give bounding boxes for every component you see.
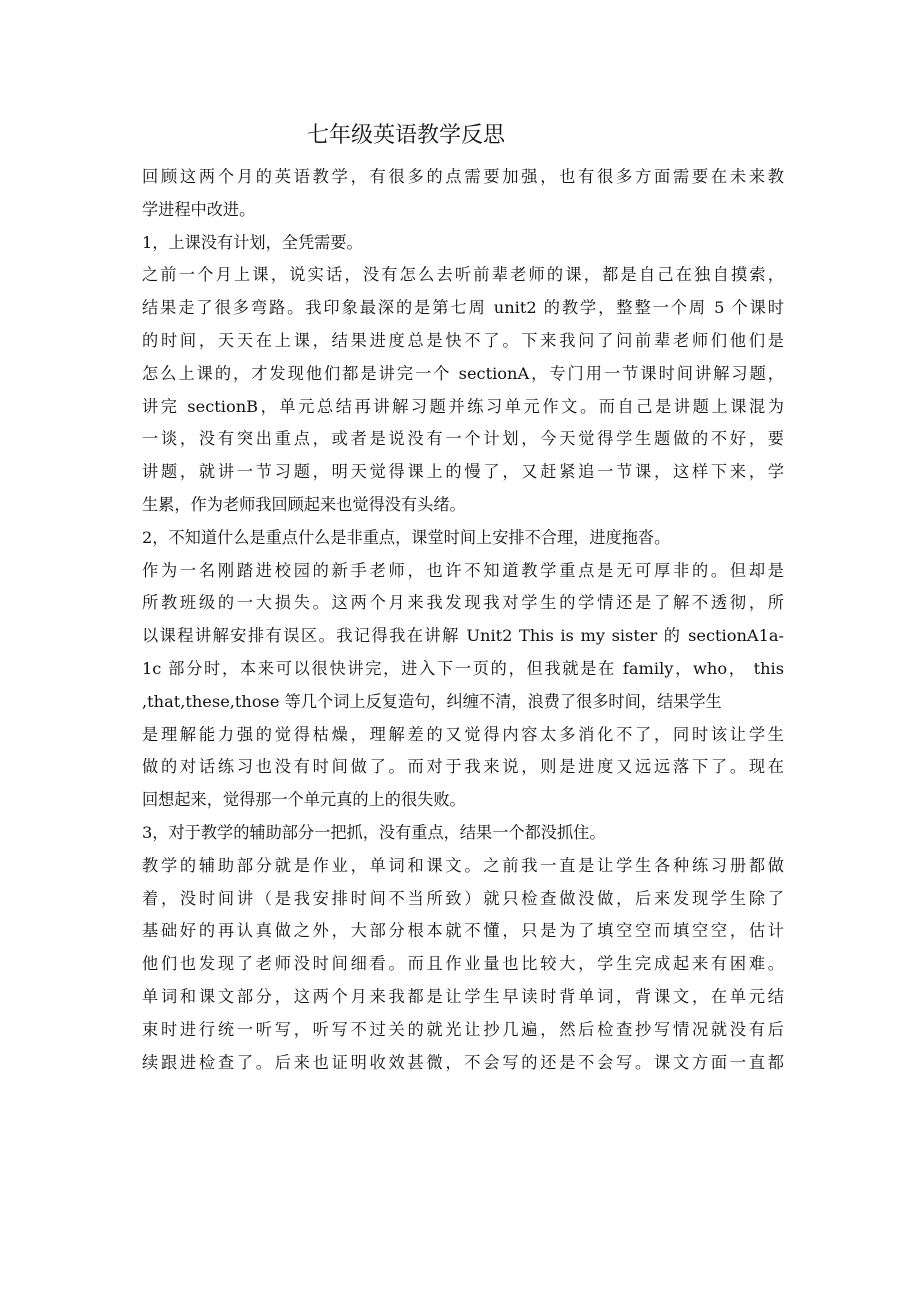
text-line: 之前一个月上课，说实话，没有怎么去听前辈老师的课，都是自己在独自摸索， — [142, 265, 784, 285]
text-line: 讲完 sectionB，单元总结再讲解习题并练习单元作文。而自己是讲题上课混为 — [142, 396, 784, 416]
text-line: 他们也发现了老师没时间细看。而且作业量也比较大，学生完成起来有困难。 — [142, 954, 784, 974]
text-line: 回顾这两个月的英语教学，有很多的点需要加强，也有很多方面需要在未来教 — [142, 167, 784, 186]
text-line: 基础好的再认真做之外，大部分根本就不懂，只是为了填空空而填空空，估计 — [142, 921, 784, 941]
text-line: 一谈，没有突出重点，或者是说没有一个计划，今天觉得学生题做的不好，要 — [142, 429, 784, 449]
text-line: ,that,these,those 等几个词上反复造句，纠缠不清，浪费了很多时间，结果学生 — [142, 691, 722, 711]
text-line: 以课程讲解安排有误区。我记得我在讲解 Unit2 This is my sister 的 sectionA1a- — [142, 626, 784, 646]
text-line: 教学的辅助部分就是作业，单词和课文。之前我一直是让学生各种练习册都做 — [142, 855, 784, 875]
text-line: 1，上课没有计划，全凭需要。 — [142, 232, 363, 252]
text-line: 作为一名刚踏进校园的新手老师，也许不知道教学重点是无可厚非的。但却是 — [142, 560, 784, 580]
text-line: 是理解能力强的觉得枯燥，理解差的又觉得内容太多消化不了，同时该让学生 — [142, 724, 784, 744]
text-line: 单词和课文部分，这两个月来我都是让学生早读时背单词，背课文，在单元结 — [142, 986, 784, 1006]
document-body — [142, 161, 784, 1079]
text-line: 束时进行统一听写，听写不过关的就光让抄几遍，然后检查抄写情况就没有后 — [142, 1019, 784, 1039]
text-line: 怎么上课的，才发现他们都是讲完一个 sectionA，专门用一节课时间讲解习题， — [142, 363, 784, 383]
text-line: 学进程中改进。 — [142, 199, 256, 219]
text-line: 做的对话练习也没有时间做了。而对于我来说，则是进度又远远落下了。现在 — [142, 757, 784, 777]
document-title: 七年级英语教学反思 — [307, 123, 506, 148]
text-line: 所教班级的一大损失。这两个月来我发现我对学生的学情还是了解不透彻，所 — [142, 593, 784, 613]
text-line: 结果走了很多弯路。我印象最深的是第七周 unit2 的教学，整整一个周 5 个课时 — [142, 298, 784, 318]
text-line: 的时间，天天在上课，结果进度总是快不了。下来我问了问前辈老师们他们是 — [142, 330, 784, 350]
text-line: 回想起来，觉得那一个单元真的上的很失败。 — [142, 790, 466, 810]
text-line: 生累，作为老师我回顾起来也觉得没有头绪。 — [142, 494, 466, 514]
text-line: 3，对于教学的辅助部分一把抓，没有重点，结果一个都没抓住。 — [142, 822, 606, 842]
text-line: 讲题，就讲一节习题，明天觉得课上的慢了，又赶紧追一节课，这样下来，学 — [142, 462, 784, 482]
text-line: 着，没时间讲（是我安排时间不当所致）就只检查做没做，后来发现学生除了 — [142, 888, 784, 908]
text-line: 2，不知道什么是重点什么是非重点，课堂时间上安排不合理，进度拖沓。 — [142, 527, 671, 547]
text-line: 续跟进检查了。后来也证明收效甚微，不会写的还是不会写。课文方面一直都 — [142, 1052, 784, 1072]
text-line: 1c 部分时，本来可以很快讲完，进入下一页的，但我就是在 family，who， this — [142, 658, 784, 678]
